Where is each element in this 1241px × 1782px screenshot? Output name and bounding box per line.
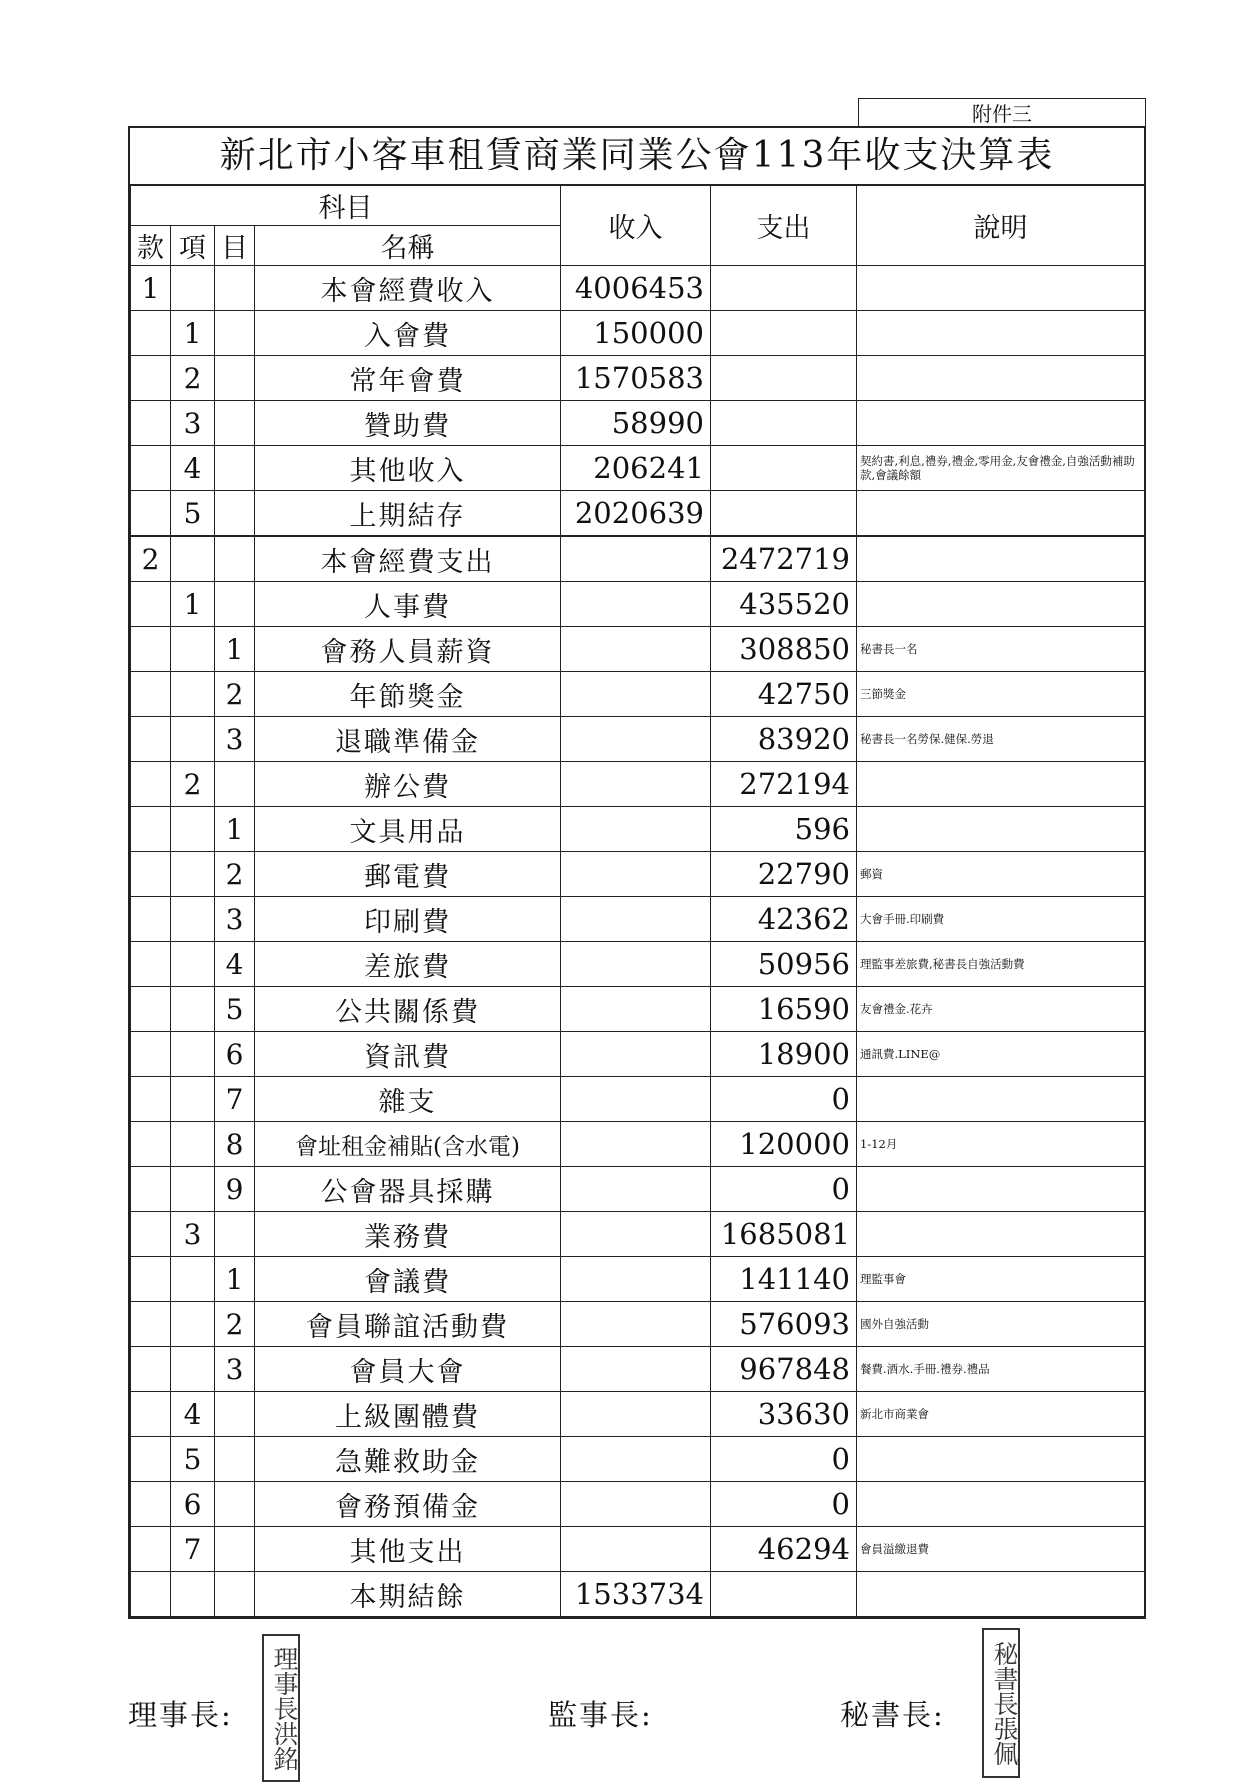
kuan-cell: [131, 491, 171, 537]
expense-cell: 2472719: [711, 536, 857, 582]
header-xiang: 項: [171, 226, 215, 266]
xiang-cell: [171, 1122, 215, 1167]
expense-cell: 272194: [711, 762, 857, 807]
mu-cell: 4: [215, 942, 255, 987]
name-cell: 辦公費: [255, 762, 561, 807]
note-cell: [857, 1482, 1145, 1527]
secretary-seal: 秘書長張佩: [982, 1628, 1020, 1778]
header-name: 名稱: [255, 226, 561, 266]
table-body: [131, 266, 1145, 1617]
income-cell: [561, 1032, 711, 1077]
name-cell: 會務預備金: [255, 1482, 561, 1527]
mu-cell: 7: [215, 1077, 255, 1122]
income-cell: [561, 942, 711, 987]
xiang-cell: [171, 852, 215, 897]
kuan-cell: [131, 987, 171, 1032]
mu-cell: 6: [215, 1032, 255, 1077]
supervisor-label: 監事長:: [548, 1698, 653, 1732]
expense-cell: 16590: [711, 987, 857, 1032]
name-cell: 會議費: [255, 1257, 561, 1302]
income-cell: 58990: [561, 401, 711, 446]
xiang-cell: 7: [171, 1527, 215, 1572]
name-cell: 本會經費收入: [255, 266, 561, 311]
mu-cell: 2: [215, 672, 255, 717]
table-row: [131, 311, 1145, 356]
xiang-cell: [171, 942, 215, 987]
table-row: [131, 446, 1145, 491]
document-title: 新北市小客車租賃商業同業公會113年收支決算表: [130, 128, 1144, 185]
mu-cell: [215, 1437, 255, 1482]
name-cell: 本會經費支出: [255, 536, 561, 582]
note-cell: 三節獎金: [857, 672, 1145, 717]
kuan-cell: [131, 1077, 171, 1122]
xiang-cell: 2: [171, 762, 215, 807]
mu-cell: [215, 446, 255, 491]
table-row: [131, 1167, 1145, 1212]
expense-cell: 18900: [711, 1032, 857, 1077]
mu-cell: [215, 311, 255, 356]
name-cell: 入會費: [255, 311, 561, 356]
note-cell: [857, 401, 1145, 446]
table-row: [131, 536, 1145, 582]
income-cell: [561, 582, 711, 627]
header-note: 說明: [857, 186, 1145, 266]
income-cell: [561, 852, 711, 897]
mu-cell: [215, 582, 255, 627]
income-cell: 150000: [561, 311, 711, 356]
name-cell: 文具用品: [255, 807, 561, 852]
note-cell: [857, 1167, 1145, 1212]
expense-cell: [711, 266, 857, 311]
table-row: [131, 807, 1145, 852]
name-cell: 雜支: [255, 1077, 561, 1122]
income-cell: 206241: [561, 446, 711, 491]
expense-cell: 50956: [711, 942, 857, 987]
note-cell: [857, 762, 1145, 807]
xiang-cell: [171, 1572, 215, 1617]
expense-cell: 33630: [711, 1392, 857, 1437]
expense-cell: 141140: [711, 1257, 857, 1302]
table-row: [131, 1032, 1145, 1077]
name-cell: 會員大會: [255, 1347, 561, 1392]
income-cell: [561, 1167, 711, 1212]
expense-cell: 308850: [711, 627, 857, 672]
table-row: [131, 1302, 1145, 1347]
table-row: [131, 1212, 1145, 1257]
name-cell: 退職準備金: [255, 717, 561, 762]
kuan-cell: [131, 356, 171, 401]
name-cell: 年節獎金: [255, 672, 561, 717]
name-cell: 人事費: [255, 582, 561, 627]
expense-cell: 576093: [711, 1302, 857, 1347]
xiang-cell: 1: [171, 311, 215, 356]
note-cell: [857, 536, 1145, 582]
kuan-cell: [131, 897, 171, 942]
income-cell: [561, 672, 711, 717]
header-kuan: 款: [131, 226, 171, 266]
note-cell: 理監事會: [857, 1257, 1145, 1302]
header-subject: 科目: [131, 186, 561, 226]
kuan-cell: 1: [131, 266, 171, 311]
kuan-cell: [131, 582, 171, 627]
xiang-cell: [171, 987, 215, 1032]
note-cell: [857, 1077, 1145, 1122]
income-cell: [561, 1077, 711, 1122]
expense-cell: 1685081: [711, 1212, 857, 1257]
name-cell: 常年會費: [255, 356, 561, 401]
note-cell: 新北市商業會: [857, 1392, 1145, 1437]
income-cell: [561, 1302, 711, 1347]
xiang-cell: [171, 266, 215, 311]
kuan-cell: [131, 1437, 171, 1482]
table-row: [131, 1122, 1145, 1167]
expense-cell: 46294: [711, 1527, 857, 1572]
name-cell: 差旅費: [255, 942, 561, 987]
expense-cell: 0: [711, 1077, 857, 1122]
income-cell: [561, 1347, 711, 1392]
kuan-cell: [131, 1482, 171, 1527]
budget-table: [130, 185, 1145, 1617]
mu-cell: 2: [215, 852, 255, 897]
mu-cell: 1: [215, 807, 255, 852]
expense-cell: 42750: [711, 672, 857, 717]
name-cell: 會務人員薪資: [255, 627, 561, 672]
kuan-cell: [131, 1032, 171, 1077]
mu-cell: 2: [215, 1302, 255, 1347]
xiang-cell: [171, 717, 215, 762]
xiang-cell: 4: [171, 1392, 215, 1437]
header-mu: 目: [215, 226, 255, 266]
mu-cell: [215, 1212, 255, 1257]
mu-cell: 8: [215, 1122, 255, 1167]
expense-cell: [711, 356, 857, 401]
name-cell: 業務費: [255, 1212, 561, 1257]
xiang-cell: [171, 1257, 215, 1302]
xiang-cell: [171, 1167, 215, 1212]
kuan-cell: [131, 627, 171, 672]
note-cell: [857, 1212, 1145, 1257]
xiang-cell: 1: [171, 582, 215, 627]
expense-cell: 0: [711, 1482, 857, 1527]
kuan-cell: [131, 1392, 171, 1437]
table-row: [131, 356, 1145, 401]
expense-cell: 83920: [711, 717, 857, 762]
mu-cell: 3: [215, 717, 255, 762]
name-cell: 公共關係費: [255, 987, 561, 1032]
kuan-cell: [131, 807, 171, 852]
header-expense: 支出: [711, 186, 857, 266]
income-cell: [561, 1122, 711, 1167]
income-cell: [561, 1392, 711, 1437]
expense-cell: 0: [711, 1437, 857, 1482]
table-row: [131, 942, 1145, 987]
kuan-cell: [131, 1122, 171, 1167]
name-cell: 上級團體費: [255, 1392, 561, 1437]
income-cell: [561, 1527, 711, 1572]
xiang-cell: 6: [171, 1482, 215, 1527]
income-cell: 4006453: [561, 266, 711, 311]
note-cell: 郵資: [857, 852, 1145, 897]
mu-cell: [215, 401, 255, 446]
mu-cell: 3: [215, 1347, 255, 1392]
header-income: 收入: [561, 186, 711, 266]
name-cell: 會址租金補貼(含水電): [255, 1122, 561, 1167]
note-cell: [857, 582, 1145, 627]
expense-cell: [711, 491, 857, 537]
kuan-cell: [131, 446, 171, 491]
income-cell: [561, 1212, 711, 1257]
name-cell: 急難救助金: [255, 1437, 561, 1482]
income-cell: [561, 717, 711, 762]
income-cell: [561, 1437, 711, 1482]
kuan-cell: [131, 1302, 171, 1347]
name-cell: 上期結存: [255, 491, 561, 537]
note-cell: 秘書長一名: [857, 627, 1145, 672]
mu-cell: [215, 356, 255, 401]
kuan-cell: [131, 942, 171, 987]
kuan-cell: [131, 1212, 171, 1257]
income-cell: [561, 536, 711, 582]
mu-cell: [215, 1482, 255, 1527]
name-cell: 資訊費: [255, 1032, 561, 1077]
income-cell: [561, 1257, 711, 1302]
name-cell: 其他支出: [255, 1527, 561, 1572]
budget-sheet: [128, 126, 1146, 1619]
table-row: [131, 491, 1145, 537]
income-cell: [561, 897, 711, 942]
note-cell: 友會禮金.花卉: [857, 987, 1145, 1032]
xiang-cell: [171, 1302, 215, 1347]
table-row: [131, 1347, 1145, 1392]
note-cell: [857, 266, 1145, 311]
xiang-cell: [171, 536, 215, 582]
mu-cell: 1: [215, 1257, 255, 1302]
expense-cell: [711, 446, 857, 491]
note-cell: 會員溢繳退費: [857, 1527, 1145, 1572]
income-cell: [561, 807, 711, 852]
table-row: [131, 266, 1145, 311]
kuan-cell: [131, 672, 171, 717]
note-cell: 通訊費.LINE@: [857, 1032, 1145, 1077]
table-row: [131, 1392, 1145, 1437]
name-cell: 會員聯誼活動費: [255, 1302, 561, 1347]
secretary-label: 秘書長:: [840, 1698, 945, 1732]
kuan-cell: [131, 1527, 171, 1572]
note-cell: [857, 807, 1145, 852]
income-cell: [561, 1482, 711, 1527]
mu-cell: [215, 1572, 255, 1617]
xiang-cell: 3: [171, 1212, 215, 1257]
mu-cell: 5: [215, 987, 255, 1032]
mu-cell: 9: [215, 1167, 255, 1212]
attachment-label: 附件三: [858, 98, 1146, 128]
note-cell: 契約書,利息,禮券,禮金,零用金,友會禮金,自強活動補助款,會議餘額: [857, 446, 1145, 491]
table-row: [131, 1077, 1145, 1122]
table-row: [131, 401, 1145, 446]
table-row: [131, 762, 1145, 807]
xiang-cell: [171, 672, 215, 717]
table-row: [131, 627, 1145, 672]
note-cell: [857, 311, 1145, 356]
table-row: [131, 852, 1145, 897]
table-row: [131, 1482, 1145, 1527]
table-row: [131, 672, 1145, 717]
mu-cell: [215, 491, 255, 537]
xiang-cell: [171, 1077, 215, 1122]
income-cell: 2020639: [561, 491, 711, 537]
note-cell: 理監事差旅費,秘書長自強活動費: [857, 942, 1145, 987]
name-cell: 印刷費: [255, 897, 561, 942]
expense-cell: 22790: [711, 852, 857, 897]
kuan-cell: [131, 762, 171, 807]
note-cell: 餐費.酒水.手冊.禮券.禮品: [857, 1347, 1145, 1392]
expense-cell: 42362: [711, 897, 857, 942]
note-cell: [857, 1437, 1145, 1482]
chairman-seal: 理事長洪銘: [262, 1634, 300, 1782]
income-cell: [561, 762, 711, 807]
xiang-cell: [171, 807, 215, 852]
expense-cell: 0: [711, 1167, 857, 1212]
name-cell: 本期結餘: [255, 1572, 561, 1617]
table-row: [131, 987, 1145, 1032]
income-cell: 1533734: [561, 1572, 711, 1617]
expense-cell: 967848: [711, 1347, 857, 1392]
name-cell: 公會器具採購: [255, 1167, 561, 1212]
note-cell: 大會手冊.印刷費: [857, 897, 1145, 942]
name-cell: 其他收入: [255, 446, 561, 491]
xiang-cell: [171, 1032, 215, 1077]
xiang-cell: 3: [171, 401, 215, 446]
note-cell: 秘書長一名勞保.健保.勞退: [857, 717, 1145, 762]
expense-cell: [711, 311, 857, 356]
income-cell: [561, 987, 711, 1032]
xiang-cell: [171, 627, 215, 672]
note-cell: 國外自強活動: [857, 1302, 1145, 1347]
note-cell: 1-12月: [857, 1122, 1145, 1167]
table-row: [131, 1437, 1145, 1482]
kuan-cell: [131, 401, 171, 446]
table-row: [131, 897, 1145, 942]
xiang-cell: 2: [171, 356, 215, 401]
table-row: [131, 1572, 1145, 1617]
expense-cell: 120000: [711, 1122, 857, 1167]
expense-cell: 596: [711, 807, 857, 852]
chairman-label: 理事長:: [128, 1698, 233, 1732]
xiang-cell: [171, 897, 215, 942]
mu-cell: 3: [215, 897, 255, 942]
income-cell: 1570583: [561, 356, 711, 401]
mu-cell: [215, 536, 255, 582]
kuan-cell: [131, 1167, 171, 1212]
mu-cell: [215, 266, 255, 311]
mu-cell: [215, 1527, 255, 1572]
mu-cell: [215, 1392, 255, 1437]
kuan-cell: [131, 1257, 171, 1302]
expense-cell: [711, 1572, 857, 1617]
name-cell: 贊助費: [255, 401, 561, 446]
kuan-cell: [131, 1572, 171, 1617]
table-row: [131, 1527, 1145, 1572]
kuan-cell: [131, 1347, 171, 1392]
note-cell: [857, 356, 1145, 401]
kuan-cell: [131, 311, 171, 356]
income-cell: [561, 627, 711, 672]
table-row: [131, 1257, 1145, 1302]
table-row: [131, 582, 1145, 627]
table-row: [131, 717, 1145, 762]
expense-cell: [711, 401, 857, 446]
kuan-cell: [131, 717, 171, 762]
xiang-cell: [171, 1347, 215, 1392]
kuan-cell: 2: [131, 536, 171, 582]
xiang-cell: 5: [171, 1437, 215, 1482]
name-cell: 郵電費: [255, 852, 561, 897]
mu-cell: 1: [215, 627, 255, 672]
expense-cell: 435520: [711, 582, 857, 627]
note-cell: [857, 491, 1145, 537]
xiang-cell: 4: [171, 446, 215, 491]
xiang-cell: 5: [171, 491, 215, 537]
kuan-cell: [131, 852, 171, 897]
note-cell: [857, 1572, 1145, 1617]
mu-cell: [215, 762, 255, 807]
